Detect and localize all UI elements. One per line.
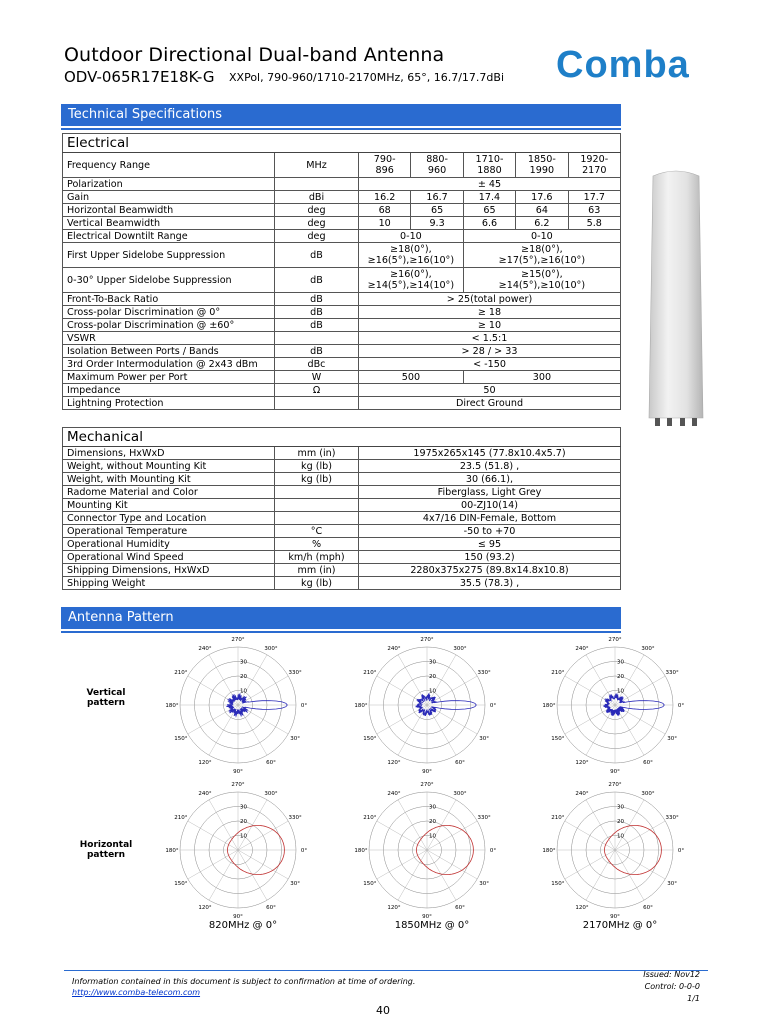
section-antenna-pattern: Antenna Pattern [61, 607, 621, 629]
row-value: ± 45 [359, 178, 621, 191]
angle-label: 150° [551, 881, 565, 887]
row-label: 0-30° Upper Sidelobe Suppression [63, 268, 275, 293]
angle-label: 210° [363, 670, 377, 676]
row-label: Cross-polar Discrimination @ 0° [63, 306, 275, 319]
comba-logo: Comba [556, 44, 690, 86]
ring-label: 10 [240, 833, 247, 840]
freq-label-2170: 2170MHz @ 0° [582, 920, 658, 931]
row-unit: mm (in) [275, 447, 359, 460]
table-row [63, 564, 621, 577]
angle-label: 120° [387, 905, 401, 912]
row-unit: dB [275, 345, 359, 358]
row-value: 6.2 [516, 217, 568, 230]
horizontal-pattern-label: Horizontal pattern [79, 840, 133, 860]
angle-label: 330° [477, 815, 491, 821]
horizontal-pattern-plot-1 [163, 775, 313, 925]
vertical-pattern-label: Vertical pattern [86, 688, 126, 708]
row-unit: dB [275, 306, 359, 319]
row-value: 2280x375x275 (89.8x14.8x10.8) [359, 564, 621, 577]
row-unit [275, 332, 359, 345]
angle-label: 0° [300, 703, 308, 709]
angle-label: 240° [387, 790, 401, 797]
angle-label: 300° [641, 790, 655, 797]
mechanical-table [62, 427, 621, 590]
row-value: 150 (93.2) [359, 551, 621, 564]
row-value-low-band: ≥16(0°), ≥14(5°),≥14(10°) [359, 268, 464, 293]
table-row [63, 384, 621, 397]
angle-label: 90° [422, 769, 432, 775]
row-value: 23.5 (51.8) , [359, 460, 621, 473]
angle-label: 60° [643, 760, 653, 767]
row-value-high-band: 0-10 [463, 230, 620, 243]
angle-label: 330° [665, 815, 679, 821]
band-header: 1710- 1880 [463, 153, 515, 178]
angle-label: 330° [288, 815, 302, 821]
angle-label: 300° [264, 790, 278, 797]
angle-label: 30° [479, 736, 490, 742]
table-row [63, 551, 621, 564]
row-value: ≥ 10 [359, 319, 621, 332]
row-label: Lightning Protection [63, 397, 275, 410]
row-unit: °C [275, 525, 359, 538]
row-unit [275, 499, 359, 512]
row-unit: MHz [275, 153, 359, 178]
angle-label: 210° [551, 815, 565, 821]
electrical-heading: Electrical [63, 134, 621, 153]
table-row [63, 230, 621, 243]
angle-label: 210° [363, 815, 377, 821]
ring-label: 30 [617, 804, 624, 811]
angle-label: 330° [477, 670, 491, 676]
ring-label: 30 [429, 804, 436, 811]
angle-label: 120° [198, 760, 212, 767]
ring-label: 10 [240, 688, 247, 695]
row-value: 10 [359, 217, 411, 230]
row-value-low-band: 0-10 [359, 230, 464, 243]
row-value: > 28 / > 33 [359, 345, 621, 358]
row-unit: deg [275, 230, 359, 243]
row-label: Operational Temperature [63, 525, 275, 538]
sheet-number: 1/1 [687, 994, 700, 1003]
row-unit: dB [275, 243, 359, 268]
row-label: Front-To-Back Ratio [63, 293, 275, 306]
angle-label: 330° [665, 670, 679, 676]
row-unit: mm (in) [275, 564, 359, 577]
model-description: XXPol, 790-960/1710-2170MHz, 65°, 16.7/17.7dBi [229, 71, 505, 84]
row-value: Fiberglass, Light Grey [359, 486, 621, 499]
row-label: Maximum Power per Port [63, 371, 275, 384]
row-unit: kg (lb) [275, 577, 359, 590]
row-value: < 1.5:1 [359, 332, 621, 345]
angle-label: 270° [608, 637, 622, 643]
row-unit: dB [275, 319, 359, 332]
band-header: 790- 896 [359, 153, 411, 178]
row-value: 17.4 [463, 191, 515, 204]
angle-label: 90° [610, 769, 620, 775]
row-label: Weight, without Mounting Kit [63, 460, 275, 473]
row-value: 63 [568, 204, 620, 217]
angle-label: 30° [667, 736, 678, 742]
angle-label: 30° [479, 881, 490, 887]
angle-label: 150° [174, 881, 188, 887]
table-row [63, 191, 621, 204]
row-unit: dBc [275, 358, 359, 371]
row-label: 3rd Order Intermodulation @ 2x43 dBm [63, 358, 275, 371]
angle-label: 300° [641, 645, 655, 652]
vertical-pattern-plot-3 [540, 630, 690, 780]
table-row [63, 178, 621, 191]
angle-label: 180° [354, 703, 368, 709]
angle-label: 270° [420, 782, 434, 788]
row-unit: dB [275, 268, 359, 293]
ring-label: 20 [617, 819, 624, 825]
row-label: Isolation Between Ports / Bands [63, 345, 275, 358]
pattern-trace [416, 694, 477, 716]
row-label: Shipping Dimensions, HxWxD [63, 564, 275, 577]
table-row [63, 345, 621, 358]
row-unit: dB [275, 293, 359, 306]
row-label: Impedance [63, 384, 275, 397]
ring-label: 10 [429, 688, 436, 695]
row-label: Polarization [63, 178, 275, 191]
angle-label: 240° [387, 645, 401, 652]
row-label: Shipping Weight [63, 577, 275, 590]
angle-label: 150° [551, 736, 565, 742]
row-value: 50 [359, 384, 621, 397]
mechanical-heading: Mechanical [63, 428, 621, 447]
row-unit [275, 486, 359, 499]
row-value-high-band: ≥15(0°), ≥14(5°),≥10(10°) [463, 268, 620, 293]
table-row [63, 153, 621, 178]
horizontal-pattern-plot-2 [352, 775, 502, 925]
ring-label: 20 [617, 674, 624, 680]
row-unit: deg [275, 204, 359, 217]
table-row [63, 512, 621, 525]
angle-label: 240° [575, 645, 589, 652]
angle-label: 120° [387, 760, 401, 767]
angle-label: 150° [363, 736, 377, 742]
table-row [63, 525, 621, 538]
angle-label: 0° [489, 703, 497, 709]
angle-label: 270° [420, 637, 434, 643]
angle-label: 330° [288, 670, 302, 676]
table-row [63, 577, 621, 590]
row-unit: % [275, 538, 359, 551]
row-label: Operational Humidity [63, 538, 275, 551]
pattern-trace [604, 693, 665, 716]
table-row [63, 332, 621, 345]
row-value: 4x7/16 DIN-Female, Bottom [359, 512, 621, 525]
table-row [63, 306, 621, 319]
row-value: 6.6 [463, 217, 515, 230]
row-label: Operational Wind Speed [63, 551, 275, 564]
table-row [63, 447, 621, 460]
band-header: 880- 960 [411, 153, 463, 178]
table-row [63, 397, 621, 410]
angle-label: 30° [667, 881, 678, 887]
row-value: 65 [411, 204, 463, 217]
angle-label: 0° [300, 848, 308, 854]
angle-label: 270° [231, 782, 245, 788]
angle-label: 180° [542, 703, 556, 709]
table-row [63, 473, 621, 486]
ring-label: 30 [240, 659, 247, 666]
angle-label: 30° [290, 736, 301, 742]
footer-disclaimer: Information contained in this document is subject to confirmation at time of ordering. [72, 977, 416, 986]
angle-label: 0° [489, 848, 497, 854]
angle-label: 180° [354, 848, 368, 854]
row-value: ≥ 18 [359, 306, 621, 319]
row-label: Cross-polar Discrimination @ ±60° [63, 319, 275, 332]
table-row [63, 243, 621, 268]
freq-label-820: 820MHz @ 0° [208, 920, 278, 931]
ring-label: 20 [429, 674, 436, 680]
angle-label: 60° [266, 760, 276, 767]
row-value: 9.3 [411, 217, 463, 230]
ring-label: 20 [240, 819, 247, 825]
row-label: Connector Type and Location [63, 512, 275, 525]
angle-label: 90° [422, 914, 432, 920]
angle-label: 90° [233, 914, 243, 920]
row-value: ≤ 95 [359, 538, 621, 551]
angle-label: 210° [551, 670, 565, 676]
row-value: 16.7 [411, 191, 463, 204]
row-label: Radome Material and Color [63, 486, 275, 499]
row-value-low-band: ≥18(0°), ≥16(5°),≥16(10°) [359, 243, 464, 268]
row-value: 1975x265x145 (77.8x10.4x5.7) [359, 447, 621, 460]
row-value: 17.6 [516, 191, 568, 204]
row-value-high-band: ≥18(0°), ≥17(5°),≥16(10°) [463, 243, 620, 268]
table-row [63, 217, 621, 230]
angle-label: 120° [575, 905, 589, 912]
row-unit: deg [275, 217, 359, 230]
row-value: 64 [516, 204, 568, 217]
model-number: ODV-065R17E18K-G [64, 68, 215, 86]
row-unit [275, 397, 359, 410]
antenna-image [645, 168, 707, 428]
ring-label: 30 [240, 804, 247, 811]
row-unit: dBi [275, 191, 359, 204]
row-unit [275, 178, 359, 191]
angle-label: 240° [575, 790, 589, 797]
table-row [63, 204, 621, 217]
angle-label: 150° [174, 736, 188, 742]
row-value: -50 to +70 [359, 525, 621, 538]
row-label: Vertical Beamwidth [63, 217, 275, 230]
row-value: 68 [359, 204, 411, 217]
angle-label: 270° [608, 782, 622, 788]
angle-label: 150° [363, 881, 377, 887]
ring-label: 20 [240, 674, 247, 680]
angle-label: 60° [266, 905, 276, 912]
angle-label: 0° [677, 703, 685, 709]
angle-label: 240° [198, 645, 212, 652]
angle-label: 180° [542, 848, 556, 854]
angle-label: 60° [455, 760, 465, 767]
row-unit: kg (lb) [275, 473, 359, 486]
angle-label: 60° [455, 905, 465, 912]
row-value: 5.8 [568, 217, 620, 230]
table-row [63, 486, 621, 499]
section-technical-specifications: Technical Specifications [61, 104, 621, 126]
band-header: 1850- 1990 [516, 153, 568, 178]
ring-label: 10 [617, 833, 624, 840]
footer-divider [64, 970, 708, 971]
row-value: 16.2 [359, 191, 411, 204]
row-value: 35.5 (78.3) , [359, 577, 621, 590]
electrical-table [62, 133, 621, 410]
table-row [63, 371, 621, 384]
angle-label: 300° [453, 790, 467, 797]
row-value: 17.7 [568, 191, 620, 204]
issued-date: Issued: Nov12 [643, 970, 700, 979]
row-label: VSWR [63, 332, 275, 345]
row-label: Electrical Downtilt Range [63, 230, 275, 243]
ring-label: 30 [617, 659, 624, 666]
website-link[interactable]: http://www.comba-telecom.com [72, 988, 201, 997]
table-row [63, 319, 621, 332]
row-unit: kg (lb) [275, 460, 359, 473]
row-value: 00-ZJ10(14) [359, 499, 621, 512]
angle-label: 300° [264, 645, 278, 652]
angle-label: 210° [174, 815, 188, 821]
row-value-low-band: 500 [359, 371, 464, 384]
ring-label: 20 [429, 819, 436, 825]
angle-label: 30° [290, 881, 301, 887]
table-row [63, 538, 621, 551]
row-label: Dimensions, HxWxD [63, 447, 275, 460]
vertical-pattern-plot-1 [163, 630, 313, 780]
angle-label: 90° [233, 769, 243, 775]
ring-label: 10 [429, 833, 436, 840]
table-row [63, 460, 621, 473]
angle-label: 120° [198, 905, 212, 912]
row-label: Horizontal Beamwidth [63, 204, 275, 217]
angle-label: 120° [575, 760, 589, 767]
document-title: Outdoor Directional Dual-band Antenna [64, 44, 445, 66]
row-unit: W [275, 371, 359, 384]
control-number: Control: 0-0-0 [644, 982, 700, 991]
angle-label: 210° [174, 670, 188, 676]
row-value: 30 (66.1), [359, 473, 621, 486]
freq-label-1850: 1850MHz @ 0° [394, 920, 470, 931]
row-label: First Upper Sidelobe Suppression [63, 243, 275, 268]
row-unit: km/h (mph) [275, 551, 359, 564]
table-row [63, 499, 621, 512]
angle-label: 90° [610, 914, 620, 920]
angle-label: 180° [165, 703, 179, 709]
row-value-high-band: 300 [463, 371, 620, 384]
row-label: Frequency Range [63, 153, 275, 178]
row-value: > 25(total power) [359, 293, 621, 306]
horizontal-pattern-plot-3 [540, 775, 690, 925]
angle-label: 240° [198, 790, 212, 797]
angle-label: 60° [643, 905, 653, 912]
ring-label: 30 [429, 659, 436, 666]
table-row [63, 293, 621, 306]
band-header: 1920- 2170 [568, 153, 620, 178]
row-label: Gain [63, 191, 275, 204]
row-unit: Ω [275, 384, 359, 397]
row-value: < -150 [359, 358, 621, 371]
ring-label: 10 [617, 688, 624, 695]
vertical-pattern-plot-2 [352, 630, 502, 780]
row-label: Weight, with Mounting Kit [63, 473, 275, 486]
table-row [63, 358, 621, 371]
page-number: 40 [376, 1004, 390, 1017]
row-label: Mounting Kit [63, 499, 275, 512]
row-unit [275, 512, 359, 525]
angle-label: 180° [165, 848, 179, 854]
angle-label: 0° [677, 848, 685, 854]
angle-label: 270° [231, 637, 245, 643]
row-value: Direct Ground [359, 397, 621, 410]
table-row [63, 268, 621, 293]
angle-label: 300° [453, 645, 467, 652]
row-value: 65 [463, 204, 515, 217]
